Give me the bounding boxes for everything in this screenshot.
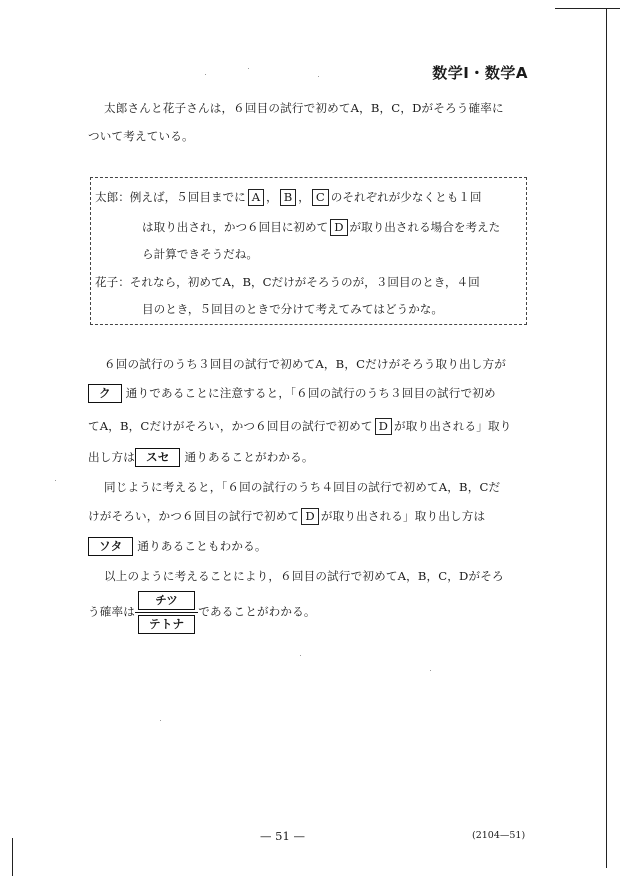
- body-text: が取り出される」取り: [394, 419, 512, 433]
- answer-box-ku: ク: [88, 384, 122, 403]
- body-line-1: ６回の試行のうち３回目の試行で初めてA，B，Cだけがそろう取り出し方が: [104, 357, 507, 371]
- fraction-bar: [135, 612, 198, 613]
- body-text: う確率は: [88, 604, 135, 619]
- body-line-7: [88, 537, 267, 556]
- page-number: — 51 —: [260, 829, 305, 843]
- probability-fraction: [138, 591, 195, 634]
- page-frame-line-left: [12, 838, 13, 876]
- scan-speck: [430, 670, 431, 671]
- body-line-4: [88, 448, 314, 467]
- answer-box-suse: スセ: [135, 448, 181, 467]
- body-text: であることがわかる。: [198, 604, 316, 619]
- box-c: C: [312, 189, 329, 206]
- box-a: A: [248, 189, 264, 206]
- answer-box-sota: ソタ: [88, 537, 133, 556]
- body-text: けがそろい，かつ６回目の試行で初めて: [88, 509, 300, 523]
- scan-speck: [300, 655, 301, 656]
- taro-line-1: [95, 189, 481, 206]
- scan-speck: [248, 68, 249, 69]
- body-text: 通りあることがわかる。: [184, 450, 314, 464]
- box-d: D: [330, 219, 347, 236]
- intro-line-2: ついて考えている。: [88, 129, 194, 143]
- taro-text: は取り出され，かつ６回目に初めて: [142, 220, 329, 234]
- hanako-text: それなら，初めてA，B，Cだけがそろうのが，３回目のとき，４回: [129, 275, 480, 289]
- body-line-8: 以上のように考えることにより，６回目の試行で初めてA，B，C，Dがそろ: [104, 569, 504, 583]
- page-frame-line-right: [606, 8, 607, 868]
- body-text: てA，B，Cだけがそろい，かつ６回目の試行で初めて: [88, 419, 373, 433]
- taro-text: のそれぞれが少なくとも１回: [330, 190, 482, 204]
- taro-line-2: [142, 219, 500, 236]
- scan-speck: [55, 480, 56, 481]
- comma: ，: [266, 190, 278, 204]
- scan-speck: [205, 74, 206, 75]
- box-b: B: [280, 189, 297, 206]
- box-d: D: [301, 508, 318, 525]
- body-text: 出し方は: [88, 450, 135, 464]
- comma: ，: [298, 190, 310, 204]
- subject-header: 数学Ⅰ・数学A: [432, 64, 528, 82]
- scan-speck: [160, 720, 161, 721]
- taro-text: が取り出される場合を考えた: [349, 220, 501, 234]
- scan-speck: [318, 76, 319, 77]
- body-text: 通りあることもわかる。: [137, 539, 267, 553]
- page-frame-line-top: [555, 8, 620, 9]
- body-text: 通りであることに注意すると，「６回の試行のうち３回目の試行で初め: [125, 386, 496, 400]
- taro-line-3: ら計算できそうだね。: [142, 247, 258, 261]
- body-line-6: [88, 508, 485, 525]
- fraction-numerator-box: チツ: [138, 591, 195, 610]
- box-d: D: [375, 418, 392, 435]
- hanako-line-2: 目のとき，５回目のときで分けて考えてみてはどうかな。: [142, 302, 443, 316]
- dialogue-box: [90, 177, 527, 325]
- body-line-9: [88, 591, 316, 634]
- document-code: (2104—51): [472, 830, 526, 841]
- taro-speaker-label: 太郎：: [95, 190, 130, 204]
- body-line-2: [88, 384, 496, 403]
- body-line-3: [88, 418, 511, 435]
- intro-line-1: 太郎さんと花子さんは，６回目の試行で初めてA，B，C，Dがそろう確率に: [104, 101, 504, 115]
- hanako-line-1: [95, 274, 480, 290]
- fraction-denominator-box: テトナ: [138, 615, 195, 634]
- body-line-5: 同じように考えると，「６回の試行のうち４回目の試行で初めてA，B，Cだ: [104, 480, 501, 494]
- body-text: が取り出される」取り出し方は: [320, 509, 486, 523]
- hanako-speaker-label: 花子：: [95, 275, 130, 289]
- taro-text: 例えば，５回目までに: [129, 190, 246, 204]
